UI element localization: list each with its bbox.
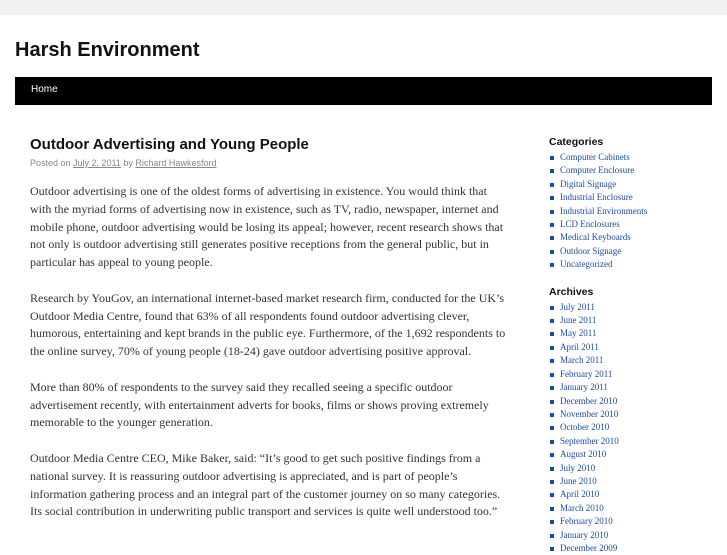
category-item: [549, 178, 719, 191]
archive-item: [549, 462, 719, 475]
archive-item: [549, 475, 719, 488]
post-date-link[interactable]: July 2, 2011: [73, 158, 121, 168]
categories-widget: [549, 135, 719, 272]
category-link[interactable]: LCD Enclosures: [560, 219, 620, 230]
archive-link[interactable]: May 2011: [560, 328, 597, 339]
archive-item: [549, 408, 719, 421]
category-link[interactable]: Industrial Environments: [560, 205, 648, 216]
post-body: [30, 183, 508, 521]
category-link[interactable]: Industrial Enclosure: [560, 192, 633, 203]
archives-title: Archives: [549, 285, 594, 298]
archive-item: [549, 529, 719, 542]
archive-link[interactable]: January 2010: [560, 529, 609, 540]
archive-item: [549, 381, 719, 394]
archive-item: [549, 502, 719, 515]
archive-link[interactable]: April 2011: [560, 341, 599, 352]
archive-item: [549, 542, 719, 555]
archive-link[interactable]: December 2010: [560, 395, 618, 406]
post-author-link[interactable]: Richard Hawkesford: [135, 158, 217, 168]
post-paragraph: Outdoor advertising is one of the oldest forms of advertising in existence. You would think that with the myriad forms of advertising now in existence, such as TV, radio, newspaper, internet and mobile phone, outdoor advertising would be losing its appeal; however, recent research shows that not only is outdoor advertising still generates positive receptions from the general public, but in particular has appeal to young people.: [30, 184, 504, 270]
category-link[interactable]: Uncategorized: [560, 259, 613, 270]
archives-widget: [549, 285, 719, 555]
archive-item: [549, 395, 719, 408]
post-paragraph: Research by YouGov, an international internet-based market research firm, conducted for the UK’s Outdoor Media Centre, found that 63% of all respondents found outdoor advertising clever, humorous, entertaining and kept brands in the public eye. Furthermore, of the 1,692 respondents to the online survey, 70% of young people (18-24) gave outdoor advertising positive approval.: [30, 290, 506, 359]
post-content: [30, 135, 508, 539]
category-link[interactable]: Computer Cabinets: [560, 152, 630, 162]
archive-item: [549, 327, 719, 340]
archive-item: [549, 435, 719, 448]
archive-link[interactable]: February 2011: [560, 368, 613, 379]
top-strip: [0, 0, 727, 15]
archive-item: [549, 301, 719, 314]
site-title[interactable]: Harsh Environment: [15, 39, 200, 61]
archive-link[interactable]: November 2010: [560, 408, 619, 419]
archive-link[interactable]: July 2011: [560, 301, 595, 312]
archive-link[interactable]: June 2011: [560, 315, 597, 326]
archive-link[interactable]: September 2010: [560, 435, 619, 446]
archive-link[interactable]: February 2010: [560, 516, 613, 527]
post-paragraph: Outdoor Media Centre CEO, Mike Baker, said: “It’s good to get such positive findings from a national survey. It is reassuring outdoor advertising is appreciated, and is part of people’s information gathering process and an integral part of the customer journey on so many categories. Its social contribution in underwriting public transport and services is quite well understood too.”: [30, 450, 501, 519]
archive-item: [549, 488, 719, 501]
categories-list: [549, 151, 719, 272]
archive-item: [549, 314, 719, 327]
category-item: [549, 245, 719, 258]
archive-link[interactable]: March 2010: [560, 502, 604, 513]
category-link[interactable]: Medical Keyboards: [560, 232, 631, 243]
category-link[interactable]: Outdoor Signage: [560, 245, 622, 256]
category-item: [549, 205, 719, 218]
meta-prefix: Posted on: [30, 158, 74, 168]
post-paragraph: More than 80% of respondents to the survey said they recalled seeing a specific outdoor advertisement recently, with entertainment adverts for books, films or shows proving extremely memorable to the younger generation.: [30, 379, 489, 430]
post-title[interactable]: Outdoor Advertising and Young People: [30, 136, 309, 153]
archive-link[interactable]: December 2009: [560, 542, 618, 553]
post-meta: [30, 157, 508, 169]
category-item: [549, 231, 719, 244]
category-item: [549, 164, 719, 177]
main-nav: [15, 77, 712, 105]
archive-link[interactable]: October 2010: [560, 422, 610, 433]
category-item: [549, 218, 719, 231]
category-item: [549, 151, 719, 164]
archive-link[interactable]: April 2010: [560, 489, 600, 500]
category-link[interactable]: Digital Signage: [560, 178, 617, 189]
category-item: [549, 191, 719, 204]
categories-title: Categories: [549, 136, 604, 148]
archive-link[interactable]: July 2010: [560, 462, 596, 473]
archives-list: [549, 301, 719, 555]
archive-item: [549, 341, 719, 354]
archive-item: [549, 368, 719, 381]
archive-item: [549, 515, 719, 528]
archive-link[interactable]: March 2011: [560, 355, 604, 366]
archive-item: [549, 421, 719, 434]
sidebar: [549, 135, 719, 555]
nav-item-home[interactable]: Home: [31, 84, 58, 95]
archive-item: [549, 354, 719, 367]
meta-by: by: [120, 158, 136, 168]
archive-link[interactable]: August 2010: [560, 449, 607, 460]
archive-link[interactable]: January 2011: [560, 382, 608, 393]
archive-item: [549, 448, 719, 461]
category-item: [549, 258, 719, 271]
archive-link[interactable]: June 2010: [560, 475, 597, 486]
category-link[interactable]: Computer Enclosure: [560, 165, 635, 176]
